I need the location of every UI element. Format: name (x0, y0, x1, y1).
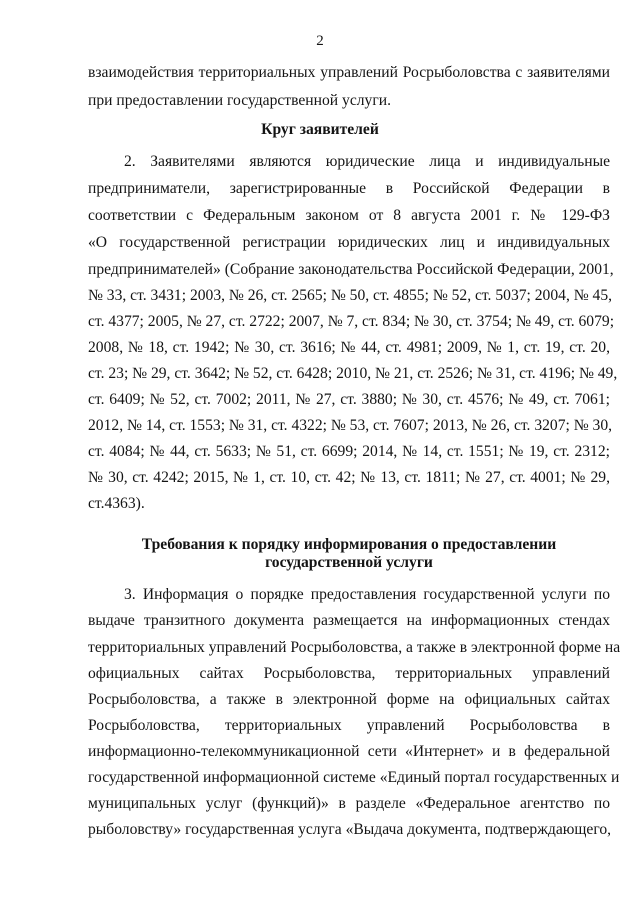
paragraph-line: № 33, ст. 3431; 2003, № 26, ст. 2565; № 50, ст. 4855; № 52, ст. 5037; 2004, № 45, (88, 287, 613, 304)
paragraph-line: информационно-телекоммуникационной сети «Интернет» и в федеральной (88, 743, 610, 760)
paragraph-line: государственной информационной системе «Единый портал государственных и (88, 769, 620, 786)
paragraph-line: соответствии с Федеральным законом от 8 августа 2001 г. № 129-ФЗ (88, 207, 610, 224)
paragraph-line: 3. Информация о порядке предоставления государственной услуги по (124, 586, 610, 603)
paragraph-line: «О государственной регистрации юридических лиц и индивидуальных (88, 234, 610, 251)
paragraph-line: ст. 4377; 2005, № 27, ст. 2722; 2007, № 7, ст. 834; № 30, ст. 3754; № 49, ст. 6079; (88, 313, 615, 330)
intro-line: взаимодействия территориальных управлений Росрыболовства с заявителями (88, 64, 610, 81)
paragraph-line: Росрыболовства, территориальных управлений Росрыболовства в (88, 717, 610, 734)
section-heading-applicants: Круг заявителей (261, 121, 379, 138)
paragraph-line: ст. 6409; № 52, ст. 7002; 2011, № 27, ст. 3880; № 30, ст. 4576; № 49, ст. 7061; (88, 391, 610, 408)
page-number: 2 (316, 33, 324, 49)
paragraph-line: ст.4363). (88, 495, 145, 512)
paragraph-line: рыболовству» государственная услуга «Выдача документа, подтверждающего, (88, 821, 612, 838)
paragraph-line: № 30, ст. 4242; 2015, № 1, ст. 10, ст. 42; № 13, ст. 1811; № 27, ст. 4001; № 29, (88, 469, 610, 486)
section-heading-information-line2: государственной услуги (265, 554, 433, 571)
paragraph-line: предпринимателей» (Собрание законодательства Российской Федерации, 2001, (88, 261, 614, 278)
section-heading-information-line1: Требования к порядку информирования о предоставлении (141, 536, 557, 553)
paragraph-line: территориальных управлений Росрыболовства, а также в электронной форме на (88, 639, 621, 656)
paragraph-line: выдаче транзитного документа размещается на информационных стендах (88, 612, 610, 629)
paragraph-line: 2. Заявителями являются юридические лица и индивидуальные (124, 153, 610, 170)
paragraph-line: предприниматели, зарегистрированные в Российской Федерации в (88, 180, 610, 197)
intro-line: при предоставлении государственной услуги. (88, 92, 391, 109)
paragraph-line: Росрыболовства, а также в электронной форме на официальных сайтах (88, 691, 610, 708)
paragraph-line: муниципальных услуг (функций)» в разделе «Федеральное агентство по (88, 795, 610, 812)
paragraph-line: 2012, № 14, ст. 1553; № 31, ст. 4322; № 53, ст. 7607; 2013, № 26, ст. 3207; № 30, (88, 417, 613, 434)
paragraph-line: 2008, № 18, ст. 1942; № 30, ст. 3616; № 44, ст. 4981; 2009, № 1, ст. 19, ст. 20, (88, 339, 610, 356)
paragraph-line: официальных сайтах Росрыболовства, территориальных управлений (88, 665, 610, 682)
paragraph-line: ст. 23; № 29, ст. 3642; № 52, ст. 6428; 2010, № 21, ст. 2526; № 31, ст. 4196; № 49, (88, 365, 618, 382)
paragraph-line: ст. 4084; № 44, ст. 5633; № 51, ст. 6699; 2014, № 14, ст. 1551; № 19, ст. 2312; (88, 443, 610, 460)
